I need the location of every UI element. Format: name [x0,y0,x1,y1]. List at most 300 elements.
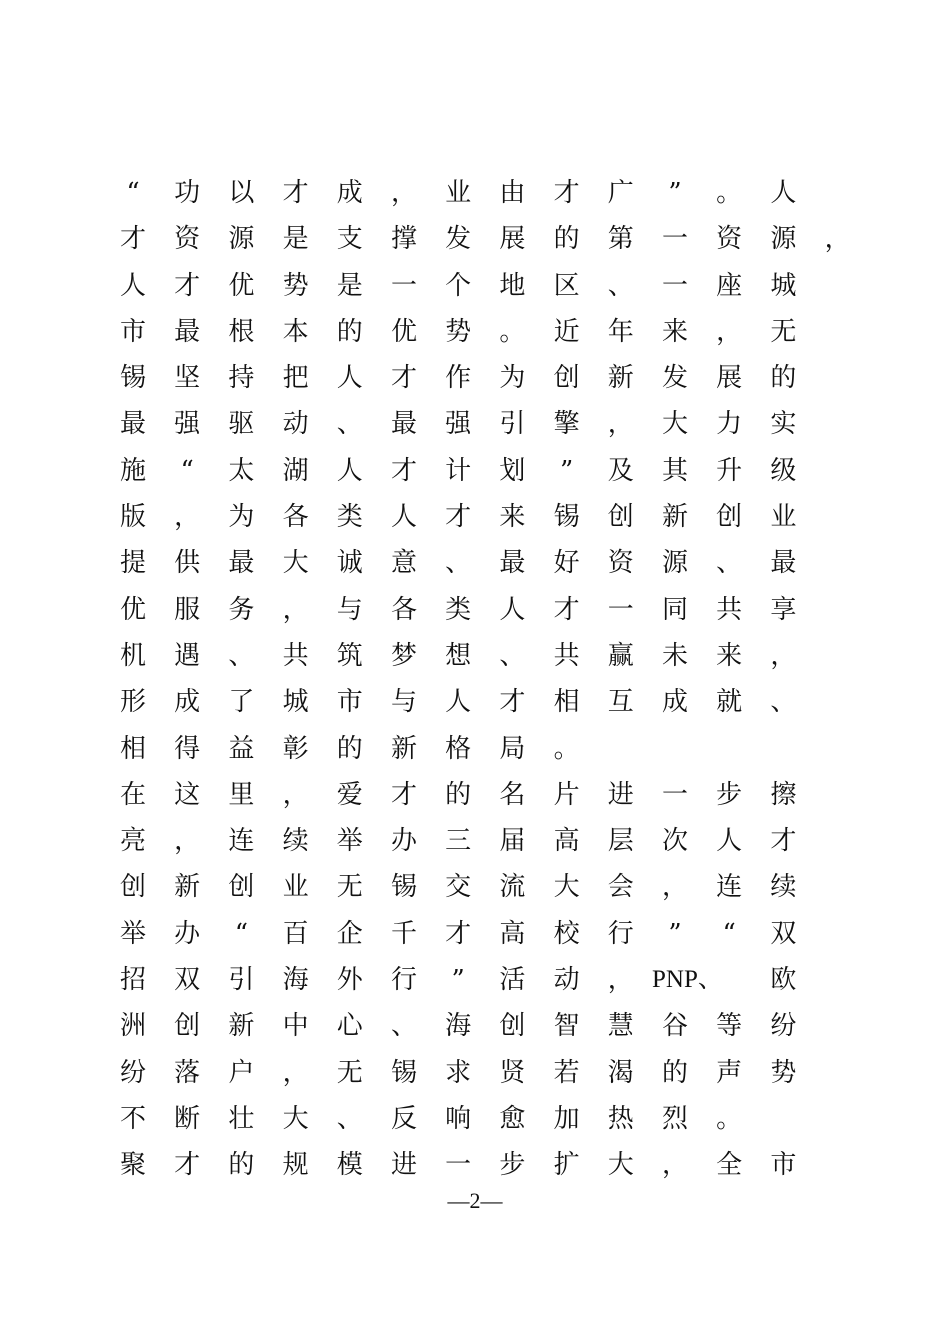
text-character: 纷 [119,1057,146,1088]
text-character: 谷 [661,1011,688,1042]
text-character: 办 [174,918,201,949]
text-character: 源 [661,548,688,579]
text-character: 交 [445,872,472,903]
text-character: 创 [553,363,580,394]
text-character: 市 [770,1150,797,1181]
text-character: 一 [661,270,688,301]
text-character: 、 [770,687,797,718]
text-character: 市 [336,687,363,718]
text-character: 大 [282,1103,309,1134]
text-character: 城 [282,687,309,718]
text-character: 创 [174,1011,201,1042]
text-character: 来 [499,502,526,533]
text-character: 驱 [228,409,255,440]
text-character: 外 [336,965,363,996]
text-character: ， [661,872,688,903]
text-character: 心 [336,1011,363,1042]
text-character: 才 [390,455,417,486]
text-line [110,448,870,494]
text-character: 人 [499,594,526,625]
text-character: 、 [336,1103,363,1134]
text-character: 引 [228,965,255,996]
text-character: 最 [499,548,526,579]
text-character: 相 [553,687,580,718]
text-character: ， [824,224,851,255]
text-character: 类 [445,594,472,625]
text-line [110,170,870,216]
text-character: 施 [119,455,146,486]
text-character: ， [282,594,309,625]
text-character: 高 [553,826,580,857]
text-character: 进 [390,1150,417,1181]
text-character: ， [282,1057,309,1088]
text-character: 的 [336,733,363,764]
text-character: 强 [174,409,201,440]
text-character: 创 [607,502,634,533]
text-character: 的 [445,779,472,810]
text-character: 大 [553,872,580,903]
text-character: 遇 [174,640,201,671]
text-character: 本 [282,316,309,347]
text-character: 烈 [661,1103,688,1134]
text-character: 片 [553,779,580,810]
text-character: 供 [174,548,201,579]
text-character: 海 [282,965,309,996]
text-character: 聚 [119,1150,146,1181]
text-character: “ [234,918,249,949]
text-character: 办 [390,826,417,857]
text-character: 才 [445,502,472,533]
text-character: 擎 [553,409,580,440]
text-character: 形 [119,687,146,718]
text-character: 撑 [390,224,417,255]
text-character: 湖 [282,455,309,486]
text-character: 规 [282,1150,309,1181]
text-character: 以 [228,178,255,208]
text-character: ” [559,455,574,486]
text-character: 市 [119,316,146,347]
text-line [110,957,870,1003]
text-character: 是 [282,224,309,255]
text-character: 户 [228,1057,255,1088]
text-character: 才 [282,178,309,208]
text-character: 名 [499,779,526,810]
text-character: 源 [228,224,255,255]
text-character: PNP、 [652,966,723,994]
text-character: 全 [716,1150,743,1181]
text-character: 优 [390,316,417,347]
text-character: 落 [174,1057,201,1088]
text-character: 益 [228,733,255,764]
text-character: 、 [228,640,255,671]
text-character: “ [180,455,194,486]
text-line [110,540,870,586]
text-line [110,1142,870,1188]
text-character: 千 [390,918,417,949]
text-character: 版 [119,502,146,533]
text-character: 举 [119,918,146,949]
text-character: 才 [174,270,201,301]
text-character: 相 [119,733,146,764]
text-character: 机 [119,640,146,671]
text-character: 高 [499,918,526,949]
text-character: 划 [499,455,526,486]
text-character: 提 [119,548,146,579]
text-character: 连 [228,826,255,857]
text-character: “ [126,178,140,208]
text-character: 无 [336,872,363,903]
text-character: 壮 [228,1103,255,1134]
text-character: 校 [553,918,580,949]
text-character: 意 [390,548,417,579]
text-character: 一 [661,224,688,255]
text-character: 等 [716,1011,743,1042]
text-character: 最 [119,409,146,440]
text-character: 最 [390,409,417,440]
text-character: 计 [445,455,472,486]
text-character: 服 [174,594,201,625]
text-character: 的 [553,224,580,255]
text-line [110,1096,870,1142]
text-character: 近 [553,316,580,347]
text-line [110,355,870,401]
text-character: 锡 [390,872,417,903]
text-character: 最 [228,548,255,579]
text-line [110,401,870,447]
text-character: 才 [770,826,797,857]
text-character: 年 [607,316,634,347]
text-character: 无 [336,1057,363,1088]
text-character: ” [668,918,682,949]
text-character: 、 [336,409,363,440]
text-character: 得 [174,733,201,764]
text-character: 愈 [499,1103,526,1134]
text-character: 区 [553,270,580,301]
text-character: 未 [661,640,688,671]
text-line [110,633,870,679]
text-character: 展 [716,363,743,394]
text-character: “ [722,918,736,949]
text-character: 活 [499,965,526,996]
text-character: 赢 [607,640,634,671]
text-character: 响 [445,1103,472,1134]
text-character: 一 [661,779,688,810]
text-character: 新 [174,872,201,903]
text-character: 彰 [282,733,309,764]
text-character: ， [770,640,797,671]
text-line [110,587,870,633]
text-character: 才 [553,594,580,625]
text-character: 持 [228,363,255,394]
text-character: 。 [716,1103,743,1134]
text-character: 反 [390,1103,417,1134]
text-character: 中 [282,1011,309,1042]
text-line [110,772,870,818]
text-character: 企 [336,918,363,949]
text-character: 把 [282,363,309,394]
text-line [110,818,870,864]
text-character: 发 [661,363,688,394]
text-character: 举 [336,826,363,857]
text-character: 新 [390,733,417,764]
text-character: 招 [119,965,146,996]
text-character: ” [451,965,465,996]
text-character: 业 [445,178,472,208]
text-character: 慧 [607,1011,634,1042]
text-character: 共 [716,594,743,625]
text-character: 发 [445,224,472,255]
text-character: 广 [607,178,634,208]
text-character: 太 [228,455,255,486]
text-character: 个 [445,270,472,301]
text-character: 流 [499,872,526,903]
text-character: 其 [661,455,688,486]
text-character: 动 [553,965,580,996]
text-character: 资 [607,548,634,579]
text-character: 的 [770,363,797,394]
text-character: 由 [499,178,526,208]
text-character: 步 [716,779,743,810]
text-character: ， [282,779,309,810]
text-character: 坚 [174,363,201,394]
text-character: 续 [770,872,797,903]
body-text [110,170,870,1189]
text-character: 一 [607,594,634,625]
text-character: 次 [661,826,688,857]
text-character: 锡 [119,363,146,394]
text-line [110,1050,870,1096]
text-character: 。 [553,733,580,764]
text-character: ， [390,178,417,208]
text-line [110,864,870,910]
text-character: 诚 [336,548,363,579]
text-character: 锡 [390,1057,417,1088]
text-character: 锡 [553,502,580,533]
text-line [110,726,870,772]
text-character: 人 [336,455,363,486]
text-character: 步 [499,1150,526,1181]
text-character: 地 [499,270,526,301]
text-character: 优 [119,594,146,625]
text-character: 座 [716,270,743,301]
text-character: 最 [174,316,201,347]
text-character: 共 [282,640,309,671]
text-character: 第 [607,224,634,255]
text-character: 模 [336,1150,363,1181]
text-character: 行 [390,965,417,996]
text-character: 互 [607,687,634,718]
text-character: ， [716,316,743,347]
text-character: 享 [770,594,797,625]
text-character: 好 [553,548,580,579]
text-character: 若 [553,1057,580,1088]
text-character: 不 [119,1103,146,1134]
text-character: 城 [770,270,797,301]
text-character: 最 [770,548,797,579]
text-character: 一 [445,1150,472,1181]
text-character: 才 [553,178,580,208]
text-character: 求 [445,1057,472,1088]
text-character: ” [668,178,682,208]
text-character: 人 [770,178,797,208]
text-character: 进 [607,779,634,810]
text-character: 一 [390,270,417,301]
text-character: 升 [716,455,743,486]
text-character: 、 [499,640,526,671]
text-character: 新 [228,1011,255,1042]
text-character: 成 [661,687,688,718]
text-character: 同 [661,594,688,625]
text-character: 引 [499,409,526,440]
text-character: 人 [390,502,417,533]
text-character: 智 [553,1011,580,1042]
text-character: 梦 [390,640,417,671]
text-character: 欧 [770,965,797,996]
text-character: 创 [499,1011,526,1042]
text-character: 才 [390,363,417,394]
text-character: 贤 [499,1057,526,1088]
text-line [110,263,870,309]
text-character: 才 [174,1150,201,1181]
text-character: 、 [445,548,472,579]
text-line [110,1003,870,1049]
text-character: 与 [390,687,417,718]
text-character: 共 [553,640,580,671]
text-character: 大 [661,409,688,440]
text-character: 无 [770,316,797,347]
text-character: 届 [499,826,526,857]
text-character: ， [174,502,201,533]
text-character: 擦 [770,779,797,810]
text-character: 创 [119,872,146,903]
text-character: 人 [336,363,363,394]
text-character: 类 [336,502,363,533]
text-character: 实 [770,409,797,440]
text-character: 成 [336,178,363,208]
text-character: 人 [445,687,472,718]
text-character: 扩 [553,1150,580,1181]
text-character: 人 [119,270,146,301]
text-character: 才 [119,224,146,255]
text-character: 业 [770,502,797,533]
text-line [110,494,870,540]
text-character: 了 [228,687,255,718]
text-character: 纷 [770,1011,797,1042]
text-character: 优 [228,270,255,301]
text-character: 力 [716,409,743,440]
text-character: 双 [174,965,201,996]
text-character: 与 [336,594,363,625]
text-character: 的 [336,316,363,347]
text-character: 支 [336,224,363,255]
text-character: 动 [282,409,309,440]
text-character: 创 [716,502,743,533]
text-character: 大 [607,1150,634,1181]
text-character: 为 [499,363,526,394]
text-character: 亮 [119,826,146,857]
text-character: 势 [770,1057,797,1088]
text-character: 势 [445,316,472,347]
text-character: 务 [228,594,255,625]
text-character: 格 [445,733,472,764]
text-character: 。 [716,178,743,208]
text-character: 行 [607,918,634,949]
text-character: 、 [390,1011,417,1042]
text-character: 就 [716,687,743,718]
text-character: 新 [607,363,634,394]
text-line [110,216,870,262]
text-character: 为 [228,502,255,533]
text-character: 才 [445,918,472,949]
text-character: 层 [607,826,634,857]
text-character: 势 [282,270,309,301]
text-character: 才 [499,687,526,718]
text-character: ， [607,965,634,996]
text-line [110,679,870,725]
text-character: 级 [770,455,797,486]
text-character: 。 [499,316,526,347]
text-character: 在 [119,779,146,810]
text-character: 是 [336,270,363,301]
text-character: 的 [661,1057,688,1088]
text-character: 断 [174,1103,201,1134]
text-line [110,911,870,957]
text-character: 展 [499,224,526,255]
text-character: ， [174,826,201,857]
text-character: 新 [661,502,688,533]
text-character: 各 [282,502,309,533]
text-character: 热 [607,1103,634,1134]
text-character: ， [661,1150,688,1181]
text-character: 想 [445,640,472,671]
text-character: 、 [716,548,743,579]
text-character: 大 [282,548,309,579]
text-character: 这 [174,779,201,810]
text-character: 洲 [119,1011,146,1042]
text-character: 会 [607,872,634,903]
text-character: 续 [282,826,309,857]
text-character: ， [607,409,634,440]
text-character: 功 [174,178,201,208]
text-character: 才 [390,779,417,810]
text-character: 三 [445,826,472,857]
text-character: 源 [770,224,797,255]
text-character: 资 [174,224,201,255]
text-character: 成 [174,687,201,718]
text-character: 的 [228,1150,255,1181]
text-character: 创 [228,872,255,903]
text-character: 根 [228,316,255,347]
text-character: 及 [607,455,634,486]
text-character: 强 [445,409,472,440]
text-character: 连 [716,872,743,903]
text-character: 局 [499,733,526,764]
text-character: 业 [282,872,309,903]
text-character: 双 [770,918,797,949]
text-character: 人 [716,826,743,857]
text-character: 筑 [336,640,363,671]
text-character: 里 [228,779,255,810]
text-character: 百 [282,918,309,949]
text-character: 声 [716,1057,743,1088]
text-character: 爱 [336,779,363,810]
text-character: 各 [390,594,417,625]
text-character: 来 [661,316,688,347]
text-character: 资 [716,224,743,255]
text-character: 渴 [607,1057,634,1088]
text-character: 作 [445,363,472,394]
text-character: 、 [607,270,634,301]
